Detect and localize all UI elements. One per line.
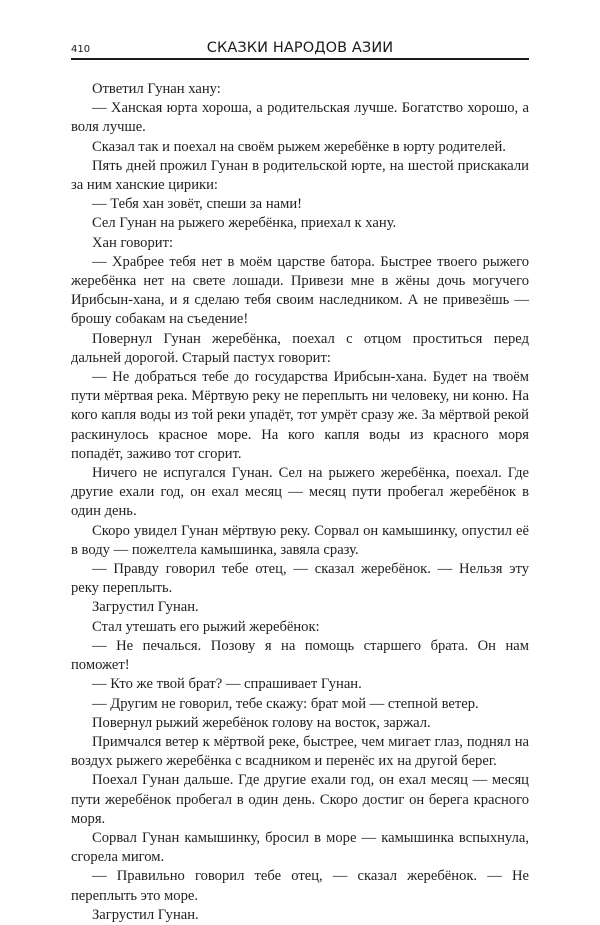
page-number: 410 [71, 44, 91, 55]
paragraph: Загрустил Гунан. [92, 599, 199, 616]
paragraph: Сорвал Гунан камышинку, бросил в море — камышинка вспыхнула, сгорела мигом. [71, 829, 529, 866]
paragraph: Повернул Гунан жеребёнка, поехал с отцом проститься перед дальней дорогой. Старый пастух говорит: [71, 330, 529, 366]
running-title: СКАЗКИ НАРОДОВ АЗИИ [206, 40, 394, 56]
paragraph: Ничего не испугался Гунан. Сел на рыжего жеребёнка, поехал. Где другие ехали год, он ехал месяц — месяц пути пробегал жеребёнок в один день. [71, 465, 529, 520]
paragraph: Примчался ветер к мёртвой реке, быстрее, чем мигает глаз, поднял на воздух рыжего жеребёнка с всадником и перенёс их на другой берег. [71, 733, 529, 770]
paragraph: Пять дней прожил Гунан в родительской юрте, на шестой прискакали за ним ханские цирики: [71, 157, 529, 194]
paragraph: — Кто же твой брат? — спрашивает Гунан. [92, 676, 362, 693]
paragraph: Повернул рыжий жеребёнок голову на восток, заржал. [92, 714, 431, 731]
running-head [71, 36, 529, 60]
paragraph: — Не добраться тебе до государства Ирибсын-хана. Будет на твоём пути мёртвая река. Мёртвую реку не переплыть ни человеку, ни коню. На кого капля воды из той реки упадёт, тот умрёт сразу же. За мёртвой рекой раскинулось красное море. На кого капля воды из красного моря попадёт, заживо тот сгорит. [71, 369, 529, 462]
paragraph: Ответил Гунан хану: [92, 81, 221, 97]
paragraph: — Не печалься. Позову я на помощь старшего брата. Он нам поможет! [71, 637, 529, 674]
paragraph: Загрустил Гунан. [92, 906, 199, 923]
paragraph: Стал утешать его рыжий жеребёнок: [92, 618, 320, 635]
paragraph: — Ханская юрта хороша, а родительская лучше. Богатство хорошо, а воля лучше. [71, 100, 529, 136]
paragraph: Поехал Гунан дальше. Где другие ехали год, он ехал месяц — месяц пути жеребёнок пробегал в один день. Скоро достиг он берега красного моря. [71, 772, 529, 827]
paragraph: Сказал так и поехал на своём рыжем жеребёнке в юрту родителей. [92, 138, 506, 155]
paragraph: — Правду говорил тебе отец, — сказал жеребёнок. — Нельзя эту реку переплыть. [71, 561, 529, 597]
paragraph: — Тебя хан зовёт, спеши за нами! [92, 196, 303, 213]
paragraph: — Другим не говорил, тебе скажу: брат мой — степной ветер. [92, 695, 479, 712]
paragraph: — Храбрее тебя нет в моём царстве батора. Быстрее твоего рыжего жеребёнка нет на свете лошади. Привези мне в жёны дочь могучего Ирибсын-хана, и я сделаю тебя своим наследником. А не привезёшь — брошу собакам на съедение! [71, 253, 529, 328]
paragraph: Сел Гунан на рыжего жеребёнка, приехал к хану. [92, 215, 397, 232]
body-text [71, 80, 529, 925]
paragraph: — Правильно говорил тебе отец, — сказал жеребёнок. — Не переплыть это море. [71, 868, 529, 904]
paragraph: Хан говорит: [92, 234, 174, 251]
paragraph: Скоро увидел Гунан мёртвую реку. Сорвал он камышинку, опустил её в воду — пожелтела камышинка, завяла сразу. [71, 522, 529, 558]
